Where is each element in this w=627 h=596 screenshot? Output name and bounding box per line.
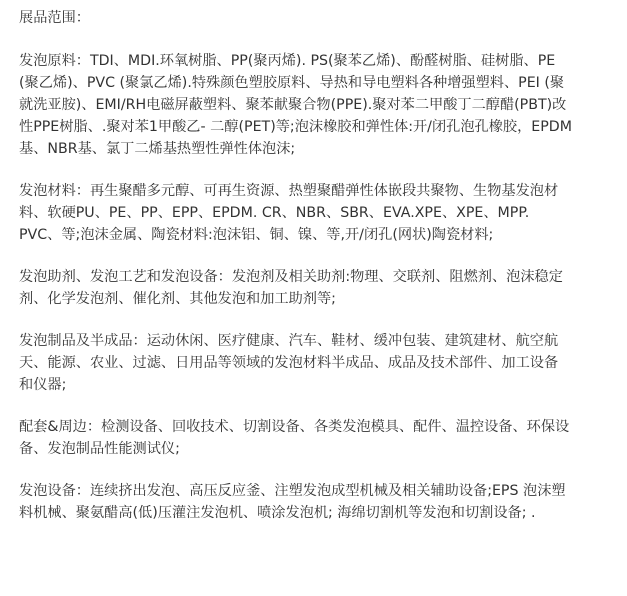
section-accessories <box>19 416 611 460</box>
section-foaming-additives <box>19 266 611 310</box>
text-line: 发泡原料：TDI、MDI.环氧树脂、PP(聚丙烯). PS(聚苯乙烯)、酚醛树脂、硅树脂、PE <box>19 53 556 69</box>
text-line: PVC、等;泡沫金属、陶瓷材料:泡沫铝、铜、镍、等,开/闭孔(网状)陶瓷材料; <box>19 227 494 243</box>
text-line: 性PPE树脂、.聚对苯1甲酸乙- 二醇(PET)等;泡沫橡胶和弹性体:开/闭孔泡孔橡胶，EPDM <box>19 119 572 135</box>
text-line: 发泡设备：连续挤出发泡、高压反应釜、注塑发泡成型机械及相关辅助设备;EPS 泡沫塑 <box>19 483 566 499</box>
exhibit-scope-title: 展品范围： <box>19 10 90 26</box>
text-line: 发泡材料：再生聚醋多元醇、可再生资源、热塑聚醋弹性体嵌段共聚物、生物基发泡材 <box>19 183 559 199</box>
text-line: 基、NBR基、氯丁二烯基热塑性弹性体泡沫; <box>19 141 296 157</box>
text-line: 料、软硬PU、PE、PP、EPP、EPDM. CR、NBR、SBR、EVA.XPE、XPE、MPP. <box>19 205 530 221</box>
section-foam-products <box>19 330 611 396</box>
section-foaming-equipment <box>19 480 611 524</box>
text-line: (聚乙烯)、PVC (聚氯乙烯).特殊颜色塑胶原料、导热和导电塑料各种增强塑料、PEI (聚 <box>19 75 565 91</box>
text-line: 备、发泡制品性能测试仪; <box>19 441 180 457</box>
text-line: 发泡制品及半成品：运动休闲、医疗健康、汽车、鞋材、缓冲包装、建筑建材、航空航 <box>19 333 559 349</box>
text-line: 发泡助剂、发泡工艺和发泡设备：发泡剂及相关助剂:物理、交联剂、阻燃剂、泡沫稳定 <box>19 269 563 285</box>
section-foaming-materials <box>19 180 611 246</box>
text-line: 剂、化学发泡剂、催化剂、其他发泡和加工助剂等; <box>19 291 336 307</box>
text-line: 天、能源、农业、过滤、日用品等领域的发泡材料半成品、成品及技术部件、加工设备 <box>19 355 559 371</box>
text-line: 和仪器; <box>19 377 67 393</box>
text-line: 配套&周边：检测设备、回收技术、切割设备、各类发泡模具、配件、温控设备、环保设 <box>19 419 570 435</box>
section-foaming-raw-materials <box>19 50 611 160</box>
document-body <box>19 7 611 544</box>
text-line: 料机械、聚氨醋高(低)压灌注发泡机、喷涂发泡机; 海绵切割机等发泡和切割设备; . <box>19 505 536 521</box>
text-line: 就洗亚胺)、EMI/RH电磁屏蔽塑料、聚苯献聚合物(PPE).聚对苯二甲酸丁二醇醋(PBT)改 <box>19 97 567 113</box>
